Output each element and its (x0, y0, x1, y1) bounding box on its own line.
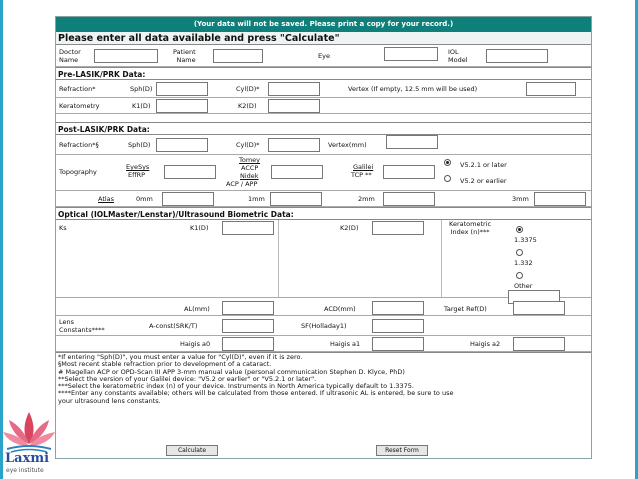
pre-cyl-label: Cyl(D)* (236, 85, 260, 93)
post-cyl-label: Cyl(D)* (236, 141, 260, 149)
pre-vertex-input[interactable] (526, 82, 576, 96)
post-vertex-label: Vertex(mm) (328, 141, 367, 149)
a-const-label: A-const(SRK/T) (149, 322, 198, 330)
pre-refraction-label: Refraction* (59, 85, 96, 93)
pre-cyl-input[interactable] (268, 82, 320, 96)
ks-divider-1 (278, 220, 279, 297)
footnote-line: # Magellan ACP or OPD-Scan III APP 3-mm manual value (personal communication Stephen D. Klyce, PhD) (58, 367, 405, 376)
optical-k2-input[interactable] (372, 221, 424, 235)
galilei-v52-radio[interactable] (444, 175, 451, 182)
galilei-v521-radio[interactable] (444, 159, 451, 166)
topography-row (56, 155, 591, 191)
eyesys-effrp-input[interactable] (164, 165, 216, 179)
haigis-a0-label: Haigis a0 (180, 340, 211, 348)
accp-input[interactable] (271, 165, 323, 179)
index-other-label: Other (514, 282, 533, 290)
pre-k2-input[interactable] (268, 99, 320, 113)
iol-model-label: IOL Model (448, 48, 468, 64)
post-refraction-label: Refraction*§ (59, 141, 99, 149)
ks-divider-2 (441, 220, 442, 297)
acp-app-label: ACP / APP (226, 180, 258, 188)
pre-lasik-section-title: Pre-LASIK/PRK Data: (56, 67, 591, 80)
doctor-name-input[interactable] (94, 49, 158, 63)
tomey-link[interactable]: Tomey (239, 156, 261, 164)
atlas-1mm-input[interactable] (270, 192, 322, 206)
optical-k1-input[interactable] (222, 221, 274, 235)
instruction-heading: Please enter all data available and press "Calculate" (56, 32, 591, 45)
pre-keratometry-row (56, 98, 591, 114)
acd-label: ACD(mm) (324, 305, 356, 313)
al-row (56, 298, 591, 316)
haigis-a1-label: Haigis a1 (330, 340, 361, 348)
doctor-name-label: Doctor Name (59, 48, 81, 64)
acd-input[interactable] (372, 301, 424, 315)
footnote-line: your ultrasound lens constants. (58, 396, 161, 405)
pre-refraction-row (56, 80, 591, 98)
lens-constants-row (56, 316, 591, 336)
footnote-line: **Select the version of your Galilei device: "V5.2 or earlier" or "V5.2.1 or later". (58, 374, 317, 383)
footnote-line: ***Select the keratometric index (n) of your device. Instruments in North America typically default to 1.3375. (58, 382, 414, 391)
haigis-a0-input[interactable] (222, 337, 274, 351)
index-1332-radio[interactable] (516, 249, 523, 256)
post-vertex-input[interactable] (386, 135, 438, 149)
eyesys-link[interactable]: EyeSys (126, 163, 150, 171)
lens-constants-label: Lens Constants**** (59, 318, 105, 334)
footnote-line: §Most recent stable refraction prior to development of a cataract. (58, 360, 272, 369)
sf-label: SF(Holladay1) (301, 322, 347, 330)
atlas-link[interactable]: Atlas (98, 195, 115, 203)
topography-label: Topography (59, 168, 97, 176)
atlas-1mm-label: 1mm (248, 195, 265, 203)
footnotes (56, 352, 591, 406)
target-ref-input[interactable] (513, 301, 565, 315)
haigis-a2-label: Haigis a2 (470, 340, 501, 348)
atlas-0mm-label: 0mm (136, 195, 153, 203)
nidek-link[interactable]: Nidek (240, 172, 259, 180)
optical-k1-label: K1(D) (190, 224, 209, 232)
atlas-row (56, 191, 591, 207)
footnote-line: ****Enter any constants available; others will be calculated from those entered. If ultrasonic AL is entered, be sure to use (58, 389, 454, 398)
patient-name-label: Patient Name (173, 48, 196, 64)
ks-label: Ks (59, 224, 67, 232)
atlas-2mm-input[interactable] (383, 192, 435, 206)
galilei-link[interactable]: Galilei (353, 163, 374, 171)
notice-banner: (Your data will not be saved. Please print a copy for your record.) (56, 17, 591, 32)
haigis-a1-input[interactable] (372, 337, 424, 351)
patient-name-input[interactable] (213, 49, 263, 63)
logo-name: Laxmi (5, 451, 50, 466)
pre-k2-label: K2(D) (238, 102, 257, 110)
calculate-button[interactable]: Calculate (166, 445, 218, 456)
galilei-v52-label: V5.2 or earlier (460, 177, 507, 185)
optical-k2-label: K2(D) (340, 224, 359, 232)
optical-section-title: Optical (IOLMaster/Lenstar)/Ultrasound Biometric Data: (56, 207, 591, 220)
footnote-line: *If entering "Sph(D)", you must enter a value for "Cyl(D)", even if it is zero. (58, 353, 303, 361)
logo-subtitle: eye institute (6, 467, 44, 474)
ker-index-label: Keratometric Index (n)*** (449, 220, 492, 236)
index-13375-radio[interactable] (516, 226, 523, 233)
atlas-2mm-label: 2mm (358, 195, 375, 203)
calculator-form (55, 16, 592, 459)
galilei-v521-label: V5.2.1 or later (460, 161, 507, 169)
tcp-label: TCP ** (351, 171, 372, 179)
sf-input[interactable] (372, 319, 424, 333)
accp-label: ACCP (241, 164, 259, 172)
atlas-3mm-label: 3mm (512, 195, 529, 203)
post-sph-label: Sph(D) (128, 141, 151, 149)
pre-sph-label: Sph(D) (130, 85, 153, 93)
pre-sph-input[interactable] (156, 82, 208, 96)
atlas-3mm-input[interactable] (534, 192, 586, 206)
a-const-input[interactable] (222, 319, 274, 333)
eye-label: Eye (318, 52, 330, 60)
pre-keratometry-label: Keratometry (59, 102, 100, 110)
pre-vertex-label: Vertex (If empty, 12.5 mm will be used) (348, 85, 478, 93)
haigis-row (56, 336, 591, 352)
post-cyl-input[interactable] (268, 138, 320, 152)
atlas-0mm-input[interactable] (162, 192, 214, 206)
eye-input[interactable] (384, 47, 438, 61)
pre-k1-input[interactable] (156, 99, 208, 113)
ks-row (56, 220, 591, 298)
al-input[interactable] (222, 301, 274, 315)
index-13375-label: 1.3375 (514, 236, 537, 244)
post-lasik-section-title: Post-LASIK/PRK Data: (56, 122, 591, 135)
al-label: AL(mm) (184, 305, 210, 313)
galilei-tcp-input[interactable] (383, 165, 435, 179)
post-refraction-row (56, 135, 591, 155)
target-ref-label: Target Ref(D) (444, 305, 487, 313)
pre-k1-label: K1(D) (132, 102, 151, 110)
reset-form-button[interactable]: Reset Form (376, 445, 428, 456)
iol-model-input[interactable] (486, 49, 548, 63)
index-1332-label: 1.332 (514, 259, 533, 267)
post-sph-input[interactable] (156, 138, 208, 152)
header-row (56, 45, 591, 67)
index-other-radio[interactable] (516, 272, 523, 279)
effrp-label: EffRP (128, 171, 146, 179)
haigis-a2-input[interactable] (513, 337, 565, 351)
